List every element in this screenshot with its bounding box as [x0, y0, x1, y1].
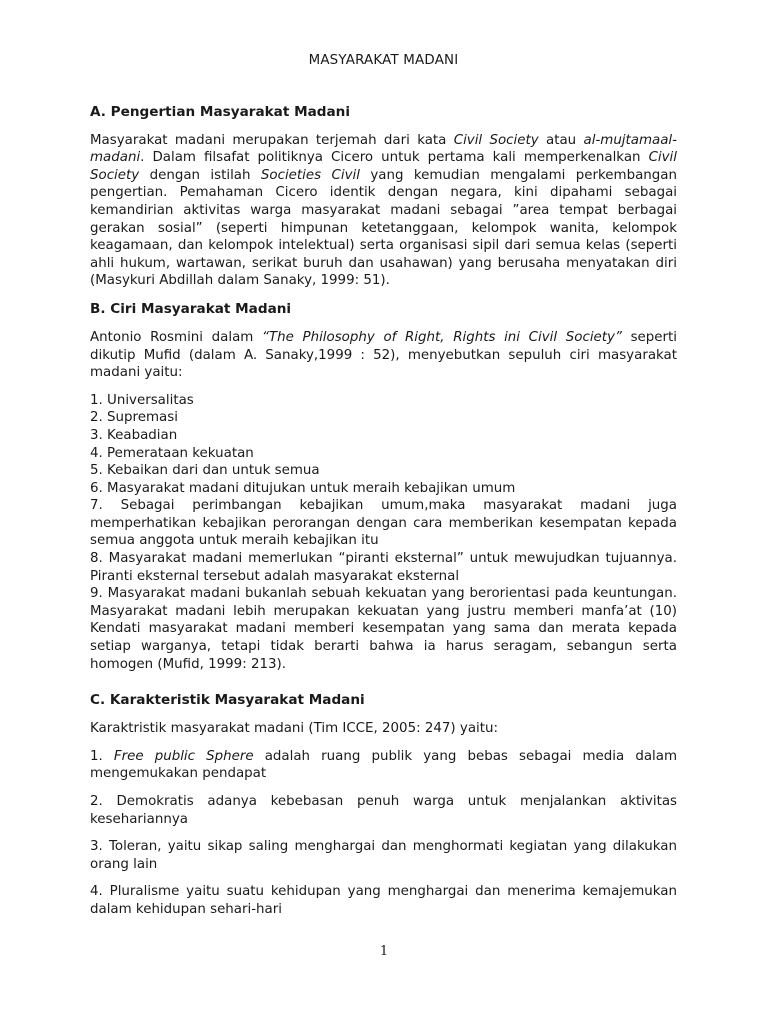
list-item: 6. Masyarakat madani ditujukan untuk meraih kebajikan umum — [90, 480, 516, 496]
section-a — [90, 103, 677, 290]
text-run: Antonio Rosmini dalam — [90, 329, 262, 345]
list-item: 2. Supremasi — [90, 410, 178, 426]
section-b-list — [90, 392, 677, 674]
text-run: 3. Toleran, yaitu sikap saling menghargai dan menghormati kegiatan yang dilakukan orang lain — [90, 839, 677, 872]
page-number: 1 — [379, 944, 389, 959]
italic-term: “The Philosophy of Right, Rights ini Civil Society” — [262, 329, 622, 345]
text-run: 2. Demokratis adanya kebebasan penuh warga untuk menjalankan aktivitas kesehariannya — [90, 794, 677, 827]
document-title: MASYARAKAT MADANI — [308, 53, 459, 68]
section-a-heading: A. Pengertian Masyarakat Madani — [90, 103, 351, 120]
list-item — [90, 883, 677, 918]
italic-term: Civil Society — [90, 150, 677, 183]
list-item: 4. Pemerataan kekuatan — [90, 445, 254, 461]
text-run: atau — [538, 132, 584, 148]
section-b-heading: B. Ciri Masyarakat Madani — [90, 300, 292, 317]
text-run: 4. Pluralisme yaitu suatu kehidupan yang menghargai dan menerima kemajemukan dalam kehidupan sehari-hari — [90, 884, 677, 917]
list-item: 3. Keabadian — [90, 427, 178, 443]
list-item: 5. Kebaikan dari dan untuk semua — [90, 463, 320, 479]
section-a-paragraph — [90, 132, 677, 290]
section-c — [90, 691, 677, 918]
section-b — [90, 300, 677, 673]
list-item — [90, 793, 677, 828]
list-item — [90, 838, 677, 873]
list-item: 7. Sebagai perimbangan kebajikan umum,maka masyarakat madani juga memperhatikan kebajikan perorangan dengan cara memberikan kesempatan kepada semua anggota untuk meraih kebajikan itu — [90, 498, 677, 549]
list-item: 9. Masyarakat madani bukanlah sebuah kekuatan yang berorientasi pada keuntungan. Masyarakat madani lebih merupakan kekuatan yang justru memberi manfa’at (10) Kendati masyarakat madani memberi kesempatan yang sama dan merata kepada setiap warganya, tetapi tidak berarti bahwa ia harus seragam, sebangun serta homogen (Mufid, 1999: 213). — [90, 586, 677, 672]
list-item: 1. Universalitas — [90, 392, 194, 408]
text-run: Masyarakat madani merupakan terjemah dari kata — [90, 132, 454, 148]
text-run: seperti dikutip Mufid (dalam A. Sanaky,1999 : 52), menyebutkan sepuluh ciri masyarakat madani yaitu: — [90, 329, 677, 381]
text-run: adalah ruang publik yang bebas sebagai media dalam mengemukakan pendapat — [90, 748, 677, 782]
italic-term: Societies Civil — [260, 167, 360, 183]
italic-term: Civil Society — [453, 132, 539, 148]
section-c-heading: C. Karakteristik Masyarakat Madani — [90, 692, 365, 709]
section-b-intro — [90, 329, 677, 382]
text-run: dengan istilah — [139, 167, 261, 183]
list-item — [90, 748, 677, 783]
text-run: . Dalam filsafat politiknya Cicero untuk pertama kali memperkenalkan — [140, 150, 649, 166]
text-run: 1. — [90, 748, 114, 764]
italic-term: Free public Sphere — [113, 748, 254, 764]
section-c-intro: Karaktristik masyarakat madani (Tim ICCE, 2005: 247) yaitu: — [90, 721, 498, 737]
italic-term: al-mujtamaal-madani — [90, 132, 677, 166]
section-c-list — [90, 748, 677, 919]
list-item: 8. Masyarakat madani memerlukan “piranti eksternal” untuk mewujudkan tujuannya. Piranti eksternal tersebut adalah masyarakat eksternal — [90, 551, 677, 584]
text-run: yang kemudian mengalami perkembangan pengertian. Pemahaman Cicero identik dengan negara, kini dipahami sebagai kemandirian aktivitas warga masyarakat madani sebagai ”area tempat berbagai gerakan sosial” (seperti himpunan ketetanggaan, kelompok wanita, kelompok keagamaan, dan kelompok intelektual) serta organisasi sipil dari semua kelas (seperti ahli hukum, wartawan, serikat buruh dan usahawan) yang berusaha menyatakan diri (Masykuri Abdillah dalam Sanaky, 1999: 51). — [90, 167, 677, 289]
